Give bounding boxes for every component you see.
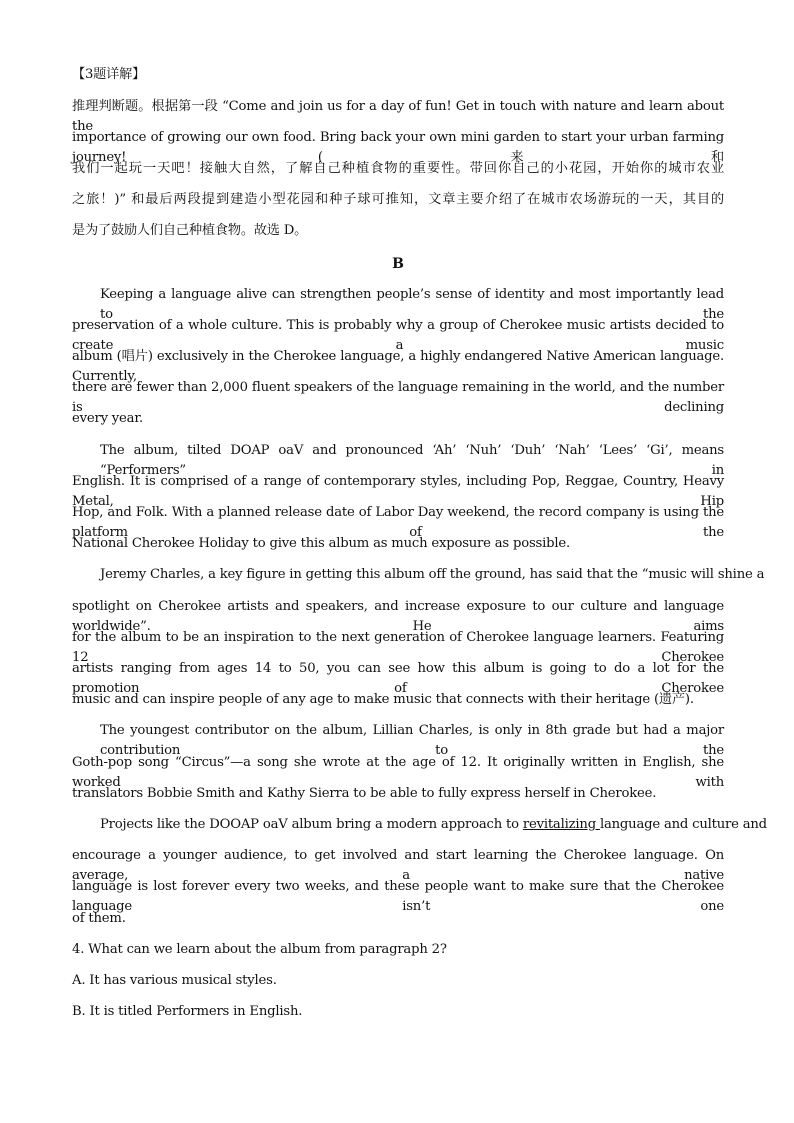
paragraph-line: National Cherokee Holiday to give this album as much exposure as possible. [72, 536, 570, 551]
paragraph-line: artists ranging from ages 14 to 50, you can see how this album is going to do a lot for the promotion of Cherokee [72, 661, 724, 696]
passage-title: B [392, 256, 404, 272]
answer-option: A. It has various musical styles. [72, 973, 277, 988]
explanation-line: 我们一起玩一天吧！接触大自然，了解自己种植食物的重要性。带回你自己的小花园，开始你的城市农业 [72, 161, 724, 176]
paragraph-line: preservation of a whole culture. This is probably why a group of Cherokee music artists decided to create a music [72, 318, 724, 353]
paragraph-line: Hop, and Folk. With a planned release date of Labor Day weekend, the record company is using the platform of the [72, 505, 724, 540]
paragraph-line: language is lost forever every two weeks, and these people want to make sure that the Cherokee language isn’t one [72, 879, 724, 914]
paragraph-line: English. It is comprised of a range of contemporary styles, including Pop, Reggae, Country, Heavy Metal, Hip [72, 474, 724, 509]
explanation-line: 推理判断题。根据第一段 “Come and join us for a day of fun! Get in touch with nature and learn about the [72, 99, 724, 134]
explanation-line: 之旅！)” 和最后两段提到建造小型花园和种子球可推知，文章主要介绍了在城市农场游玩的一天，其目的 [72, 192, 724, 207]
explanation-line: importance of growing our own food. Bring back your own mini garden to start your urban farming journey! (来和 [72, 130, 724, 165]
paragraph-line: The youngest contributor on the album, Lillian Charles, is only in 8th grade but had a major contribution to the [100, 723, 724, 758]
paragraph-line: for the album to be an inspiration to the next generation of Cherokee language learners. Featuring 12 Cherokee [72, 630, 724, 665]
paragraph-line: every year. [72, 411, 143, 426]
section-header: 【3题详解】 [72, 67, 146, 82]
paragraph-line: Jeremy Charles, a key figure in getting this album off the ground, has said that the “music will shine a [100, 567, 765, 582]
underlined-word: revitalizing [522, 817, 600, 832]
paragraph-line: music and can inspire people of any age to make music that connects with their heritage (遗产). [72, 692, 694, 707]
question-stem: 4. What can we learn about the album from paragraph 2? [72, 942, 447, 957]
paragraph-line: spotlight on Cherokee artists and speakers, and increase exposure to our culture and language worldwide”. He aims [72, 599, 724, 634]
paragraph-line [100, 815, 767, 835]
paragraph-line: there are fewer than 2,000 fluent speakers of the language remaining in the world, and the number is declining [72, 380, 724, 415]
paragraph-line: The album, tilted DOAP oaV and pronounced ‘Ah’ ‘Nuh’ ‘Duh’ ‘Nah’ ‘Lees’ ‘Gi’, means “Performers” in [100, 443, 724, 478]
paragraph-line: album (唱片) exclusively in the Cherokee language, a highly endangered Native American language. Currently, [72, 349, 724, 384]
paragraph-text: Projects like the DOOAP oaV album bring a modern approach to [100, 817, 523, 832]
paragraph-line: Keeping a language alive can strengthen people’s sense of identity and most importantly lead to the [100, 287, 724, 322]
paragraph-line: of them. [72, 911, 126, 926]
answer-option: B. It is titled Performers in English. [72, 1004, 303, 1019]
paragraph-text: language and culture and [599, 817, 767, 832]
explanation-line: 是为了鼓励人们自己种植食物。故选 D。 [72, 223, 308, 238]
paragraph-line: Goth-pop song “Circus”—a song she wrote at the age of 12. It originally written in English, she worked with [72, 755, 724, 790]
paragraph-line: translators Bobbie Smith and Kathy Sierra to be able to fully express herself in Cherokee. [72, 786, 657, 801]
paragraph-line: encourage a younger audience, to get involved and start learning the Cherokee language. On average, a native [72, 848, 724, 883]
